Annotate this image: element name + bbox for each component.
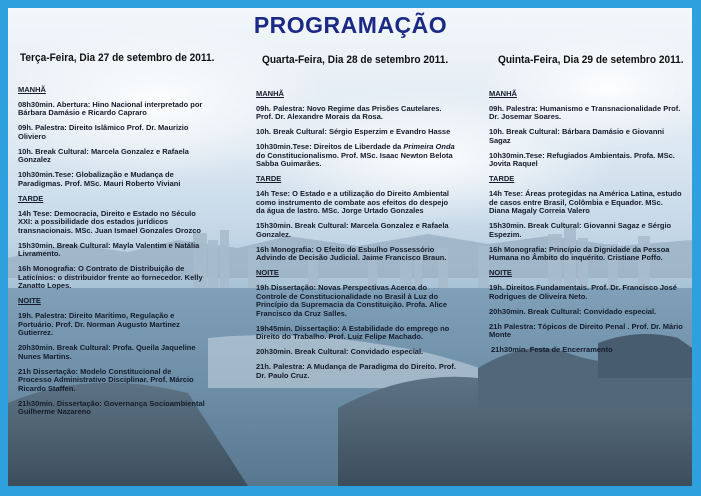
schedule-item: 21h30min. Festa de Encerramento	[491, 345, 613, 355]
schedule-item: 16h Monografia: O Efeito do Esbulho Possessório Advindo de Decisão Judicial. Jaime Francisco Braun.	[256, 244, 447, 263]
schedule-item: 20h30min. Break Cultural: Convidado especial.	[489, 306, 657, 316]
schedule-item: 21h Dissertação: Modelo Constitucional de Processo Administrativo Disciplinar. Prof. Márcio Ricardo Staffen.	[18, 366, 194, 393]
section-label-afternoon: TARDE	[18, 193, 44, 203]
section-label-evening: NOITE	[18, 296, 41, 306]
section-label-morning: MANHÃ	[256, 89, 284, 98]
schedule-item: 19h45min. Dissertação: A Estabilidade do emprego no Direito do Trabalho. Prof. Luiz Felipe Machado.	[256, 323, 450, 342]
schedule-item: 15h30min. Break Cultural: Giovanni Sagaz e Sérgio Espezim.	[489, 221, 672, 239]
schedule-item: 09h. Palestra: Novo Regime das Prisões Cautelares. Prof. Dr. Alexandre Morais da Rosa.	[256, 103, 442, 122]
section-label-morning: MANHÃ	[18, 85, 46, 94]
schedule-column-tuesday	[18, 86, 206, 423]
schedule-item: 19h Dissertação: Novas Perspectivas Acerca do Controle de Constitucionalidade no Brasil à Luz do Princípio da Supremacia da Constituição. Profa. Alice Francisco da Cruz Salles.	[256, 283, 448, 318]
schedule-item: 19h. Direitos Fundamentais. Prof. Dr. Francisco José Rodrigues de Oliveira Neto.	[489, 283, 677, 301]
schedule-item: 15h30min. Break Cultural: Mayla Valentim e Natália Livramento.	[18, 240, 200, 259]
section-label-evening: NOITE	[256, 268, 279, 278]
column-heading-wednesday: Quarta-Feira, Dia 28 de setembro 2011.	[262, 54, 449, 66]
schedule-item: 14h Tese: Democracia, Direito e Estado no Século XXI: a possibilidade dos estados jurídicos transnacionais. MSc. Juan Ismael Gonzales Orozco	[18, 208, 201, 235]
schedule-item: 09h. Palestra: Direito Islâmico Prof. Dr. Maurizio Oliviero	[18, 123, 189, 141]
schedule-item: 16h Monografia: Princípio da Dignidade da Pessoa Humana no Âmbito do inquérito. Cristiane Poffo.	[489, 244, 670, 263]
schedule-item: 16h Monografia: O Contrato de Distribuição de Laticínios: o distribuidor frente ao fornecedor. Kelly Zanatto Lopes.	[18, 264, 203, 291]
schedule-item: 21h30min. Dissertação: Governança Socioambiental Guilherme Nazareno	[18, 398, 205, 417]
column-heading-tuesday: Terça-Feira, Dia 27 de setembro de 2011.	[20, 52, 215, 64]
schedule-item: 10h30min.Tese: Globalização e Mudança de Paradigmas. Prof. MSc. Mauri Roberto Viviani	[18, 170, 181, 188]
schedule-item: 10h. Break Cultural: Bárbara Damásio e Giovanni Sagaz	[489, 127, 665, 145]
schedule-item: 10h30min.Tese: Refugiados Ambientais. Profa. MSc. Jovita Raquel	[489, 150, 675, 169]
section-label-afternoon: TARDE	[489, 174, 515, 184]
schedule-item: 14h Tese: O Estado e a utilização do Direito Ambiental como instrumento de combate aos efeitos do despejo da água de lastro. MSc. Jorge Urtado Gonzales	[256, 189, 449, 216]
schedule-column-thursday	[489, 90, 684, 361]
schedule-item: 19h. Palestra: Direito Marítimo, Regulação e Portuário. Prof. Dr. Norman Augusto Martinez Gutierrez.	[18, 311, 180, 338]
schedule-item: 08h30min. Abertura: Hino Nacional interpretado por Bárbara Damásio e Ricardo Capraro	[18, 99, 203, 118]
schedule-item: 20h30min. Break Cultural: Profa. Queila Jaqueline Nunes Martins.	[18, 343, 196, 361]
schedule-item-emphasis: Primeira Onda	[403, 142, 455, 152]
section-label-afternoon: TARDE	[256, 174, 282, 184]
schedule-column-wednesday	[256, 90, 456, 387]
page-title: PROGRAMAÇÃO	[253, 12, 448, 38]
schedule-item: 20h30min. Break Cultural: Convidado especial.	[256, 347, 424, 357]
schedule-item: 09h. Palestra: Humanismo e Transnacionalidade Prof. Dr. Josemar Soares.	[489, 103, 681, 122]
schedule-item: 21h. Palestra: A Mudança de Paradigma do Direito. Prof. Dr. Paulo Cruz.	[256, 362, 456, 380]
schedule-item	[256, 143, 456, 169]
schedule-item: 10h. Break Cultural: Sérgio Esperzim e Evandro Hasse	[256, 127, 451, 137]
schedule-item: 10h. Break Cultural: Marcela Gonzalez e Rafaela Gonzalez	[18, 146, 189, 165]
schedule-item: 14h Tese: Áreas protegidas na América Latina, estudo de casos entre Brasil, Colômbia e Equador. MSc. Diana Magaly Correia Valero	[489, 189, 682, 216]
schedule-item-text: do Constitucionalismo. Prof. MSc. Isaac Newton Belota Sabba Guimarães.	[256, 150, 453, 169]
schedule-item-text: 10h30min.Tese: Direitos de Liberdade da	[256, 142, 404, 152]
column-heading-thursday: Quinta-Feira, Dia 29 de setembro 2011.	[498, 54, 684, 66]
schedule-item: 15h30min. Break Cultural: Marcela Gonzalez e Rafaela Gonzalez.	[256, 221, 449, 239]
section-label-morning: MANHÃ	[489, 89, 517, 98]
schedule-item: 21h Palestra: Tópicos de Direito Penal . Prof. Dr. Mário Monte	[489, 321, 683, 340]
section-label-evening: NOITE	[489, 268, 512, 278]
